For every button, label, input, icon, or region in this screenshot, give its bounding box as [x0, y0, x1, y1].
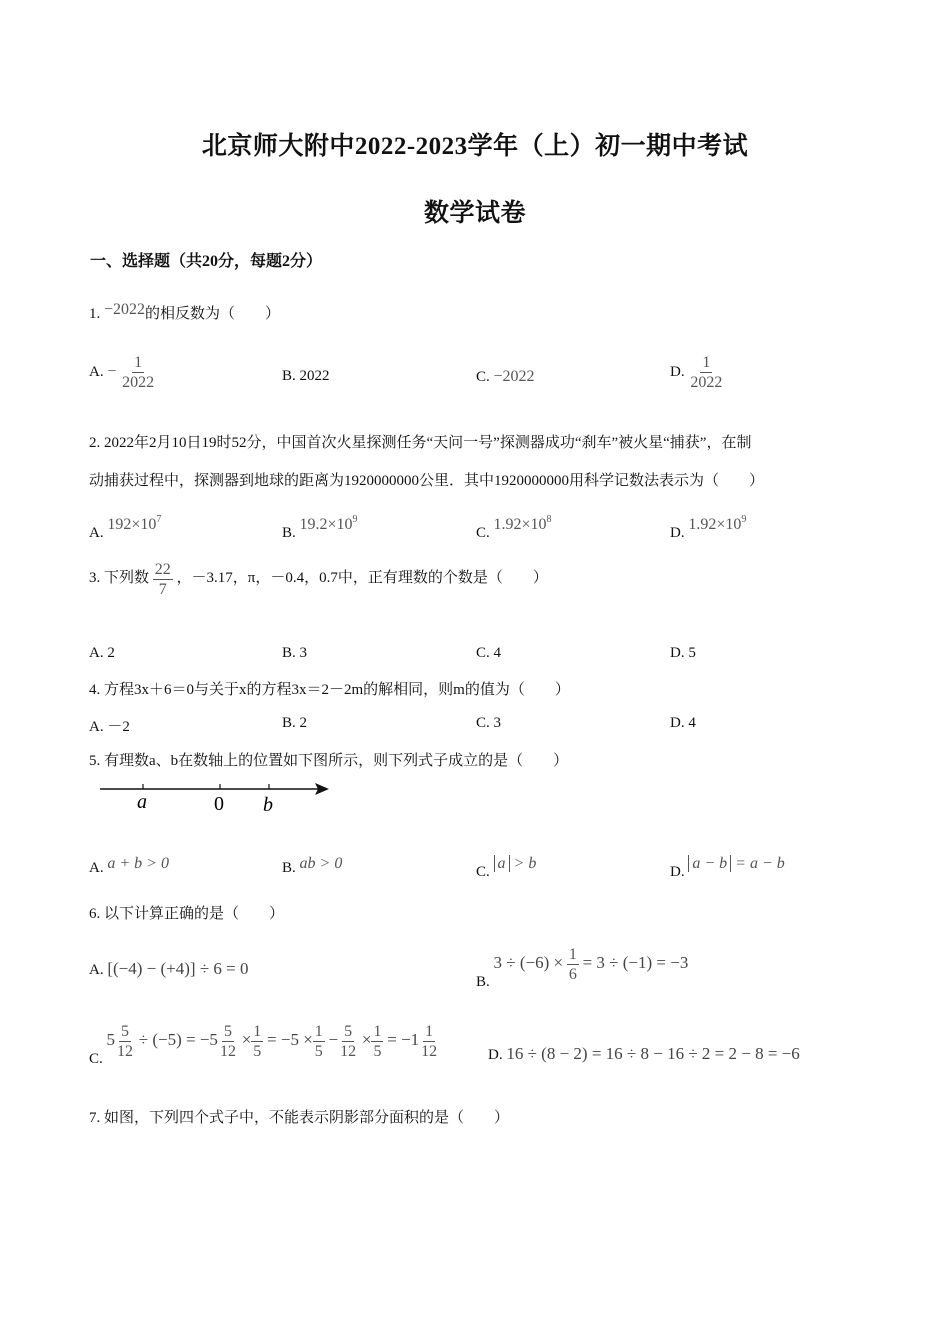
question-6-options-ab: [0, 945, 950, 995]
option-a: A. －2: [89, 719, 130, 735]
question-text: 动捕获过程中，探测器到地球的距离为1920000000公里．其中1920000000用科学记数法表示为（ ）: [89, 473, 765, 489]
question-6-options-cd: [0, 1022, 950, 1072]
fraction: $\frac{1}{2022}$: [690, 354, 723, 391]
option-d: D. 16 ÷ (8 − 2) = 16 ÷ 8 − 16 ÷ 2 = 2 − 8 = −6: [488, 1044, 800, 1063]
option-d: D. $1.92\times 10^9$: [670, 514, 747, 541]
question-text: 的相反数为（ ）: [145, 306, 281, 322]
option-b: B. 2: [282, 715, 308, 731]
option-c: C. 3: [476, 715, 502, 731]
number-line: [95, 776, 335, 820]
option-c: C. 5 $\frac{5}{12}$ ÷ (−5) = −5 $\frac{5}{12}$ × $\frac{1}{5}$ = −5 × $\frac{1}{5}$ − $\frac{5}{12}$ × $\frac{1}{5}$ = −1 $\frac{1}{12}$: [89, 1023, 438, 1067]
option-d: D. 5: [670, 645, 696, 661]
option-a: A. $192\times 10^7$: [89, 514, 162, 541]
option-b: B. ab > 0: [282, 855, 343, 876]
question-4: 4. 方程3x＋6＝0与关于x的方程3x＝2－2m的解相同，则m的值为（ ）: [89, 682, 570, 698]
axis-label-b: b: [263, 794, 273, 816]
fraction: $\frac{22}{7}$: [154, 561, 171, 598]
section-heading: 一、选择题（共20分，每题2分）: [90, 253, 323, 270]
question-2: [89, 424, 869, 500]
question-3: 3. 下列数 $\frac{22}{7}$ ，－3.17，π，－0.4，0.7中，正有理数的个数是（ ）: [89, 561, 548, 598]
option-d: D. $\frac{1}{2022}$: [670, 354, 723, 391]
question-1-options: [0, 342, 950, 392]
axis-label-a: a: [137, 791, 147, 813]
option-d: D. 4: [670, 715, 696, 731]
exam-subtitle: 数学试卷: [423, 200, 526, 227]
option-b: B. $19.2\times 10^9$: [282, 514, 358, 541]
math-expression: −2022: [104, 301, 146, 318]
question-5: 5. 有理数a、b在数轴上的位置如下图所示，则下列式子成立的是（ ）: [89, 753, 569, 769]
question-5-options: [0, 845, 950, 895]
option-a: A. [(−4) − (+4)] ÷ 6 = 0: [89, 959, 249, 978]
question-number: 1.: [89, 306, 101, 322]
option-b: B. 3: [282, 645, 308, 661]
axis-label-zero: 0: [214, 793, 224, 815]
option-b: B. 2022: [282, 368, 330, 384]
option-c: C. −2022: [476, 368, 535, 385]
option-b: B. 3 ÷ (−6) × $\frac{1}{6}$ = 3 ÷ (−1) = −3: [476, 946, 689, 990]
question-7: 7. 如图，下列四个式子中，不能表示阴影部分面积的是（ ）: [89, 1110, 510, 1126]
question-1: [89, 295, 869, 329]
option-a: A. a + b > 0: [89, 855, 169, 876]
option-c: C. $1.92\times 10^8$: [476, 514, 552, 541]
option-c: C. 4: [476, 645, 502, 661]
question-6: 6. 以下计算正确的是（ ）: [89, 906, 285, 922]
question-2-options: [0, 500, 950, 550]
question-text: 2. 2022年2月10日19时52分，中国首次火星探测任务“天问一号”探测器成功“刹车”被火星“捕获”，在制: [89, 435, 752, 451]
option-d: D. a − b = a − b: [670, 855, 785, 880]
exam-title: 北京师大附中2022-2023学年（上）初一期中考试: [201, 133, 749, 160]
option-c: C. a > b: [476, 855, 537, 880]
option-a: A. 2: [89, 645, 115, 661]
option-a: A. − $\frac{1}{2022}$: [89, 354, 155, 391]
fraction: $\frac{1}{2022}$: [122, 354, 155, 391]
fraction: $\frac{1}{6}$: [568, 946, 577, 983]
